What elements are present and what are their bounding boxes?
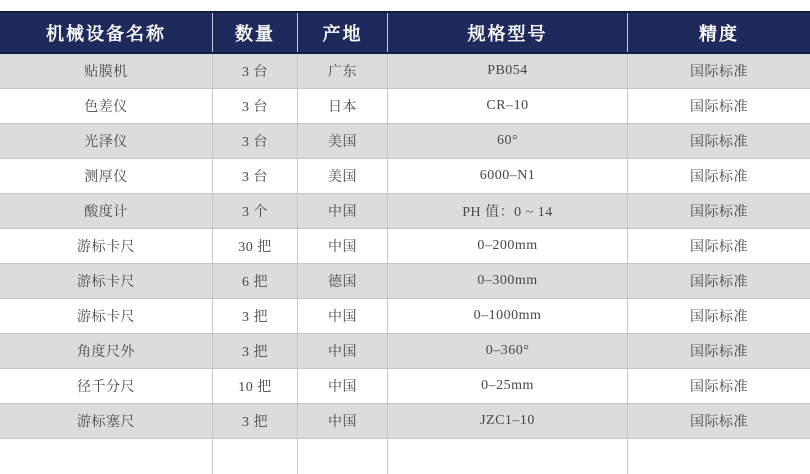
table-cell-spec: PB054 — [388, 54, 628, 88]
table-row — [0, 54, 810, 89]
table-cell-precision: 国际标准 — [690, 65, 748, 80]
table-cell-precision: 国际标准 — [690, 100, 748, 115]
table-body — [0, 54, 810, 439]
table-cell-name: 贴膜机 — [0, 54, 213, 88]
table-row — [0, 194, 810, 229]
table-cell-spec: 0–1000mm — [388, 299, 628, 333]
table-cell-name: 径千分尺 — [0, 369, 213, 403]
table-cell-origin: 美国 — [298, 159, 388, 193]
column-header-4: 精度 — [699, 23, 739, 44]
table-cell-quantity: 30 把 — [213, 229, 298, 263]
table-row — [0, 89, 810, 124]
table-row — [0, 334, 810, 369]
table-cell-spec: 0–300mm — [388, 264, 628, 298]
table-cell-quantity: 3 把 — [213, 334, 298, 368]
table-cell-origin: 中国 — [298, 194, 388, 228]
table-cell-name: 角度尺外 — [0, 334, 213, 368]
table-cell-quantity: 3 台 — [213, 124, 298, 158]
table-cell-empty — [388, 439, 628, 474]
table-cell-precision: 国际标准 — [690, 205, 748, 220]
table-cell-origin: 日本 — [298, 89, 388, 123]
table-cell-precision: 国际标准 — [690, 135, 748, 150]
table-row — [0, 159, 810, 194]
table-row — [0, 404, 810, 439]
table-cell-name: 游标卡尺 — [0, 264, 213, 298]
table-cell-name: 游标卡尺 — [0, 229, 213, 263]
partial-row — [0, 439, 810, 474]
table-cell-empty — [628, 439, 810, 474]
table-cell-name: 游标塞尺 — [0, 404, 213, 438]
table-cell-name: 色差仪 — [0, 89, 213, 123]
table-cell-origin: 德国 — [298, 264, 388, 298]
column-header-3: 规格型号 — [388, 13, 628, 52]
table-cell-quantity: 3 把 — [213, 404, 298, 438]
table-cell-empty — [298, 439, 388, 474]
table-cell-precision: 国际标准 — [690, 380, 748, 395]
table-cell-origin: 中国 — [298, 369, 388, 403]
column-header-1: 数量 — [213, 13, 298, 52]
table-cell-name: 测厚仪 — [0, 159, 213, 193]
table-cell-quantity: 3 台 — [213, 89, 298, 123]
table-cell-spec: CR–10 — [388, 89, 628, 123]
table-cell-quantity: 3 个 — [213, 194, 298, 228]
table-cell-empty — [213, 439, 298, 474]
table-cell-name: 光泽仪 — [0, 124, 213, 158]
table-row — [0, 264, 810, 299]
table-cell-origin: 中国 — [298, 334, 388, 368]
table-cell-name: 酸度计 — [0, 194, 213, 228]
table-header-row — [0, 11, 810, 54]
table-cell-precision: 国际标准 — [690, 415, 748, 430]
table-cell-spec: 6000–N1 — [388, 159, 628, 193]
column-header-0: 机械设备名称 — [0, 13, 213, 52]
table-cell-origin: 广东 — [298, 54, 388, 88]
table-cell-precision: 国际标准 — [690, 310, 748, 325]
table-cell-quantity: 10 把 — [213, 369, 298, 403]
table-cell-origin: 中国 — [298, 229, 388, 263]
table-cell-name: 游标卡尺 — [0, 299, 213, 333]
table-cell-precision: 国际标准 — [690, 240, 748, 255]
table-cell-quantity: 3 把 — [213, 299, 298, 333]
table-cell-empty — [0, 439, 213, 474]
table-cell-spec: PH 值：0 ~ 14 — [388, 194, 628, 228]
table-cell-spec: 0–360° — [388, 334, 628, 368]
column-header-2: 产地 — [298, 13, 388, 52]
table-cell-origin: 中国 — [298, 404, 388, 438]
table-cell-spec: 0–25mm — [388, 369, 628, 403]
table-cell-quantity: 6 把 — [213, 264, 298, 298]
table-cell-quantity: 3 台 — [213, 159, 298, 193]
table-cell-origin: 美国 — [298, 124, 388, 158]
table-cell-precision: 国际标准 — [690, 345, 748, 360]
table-row — [0, 369, 810, 404]
table-cell-spec: JZC1–10 — [388, 404, 628, 438]
table-cell-precision: 国际标准 — [690, 275, 748, 290]
table-cell-quantity: 3 台 — [213, 54, 298, 88]
table-row — [0, 124, 810, 159]
table-cell-spec: 60° — [388, 124, 628, 158]
table-cell-precision: 国际标准 — [690, 170, 748, 185]
table-row — [0, 299, 810, 334]
table-row — [0, 229, 810, 264]
table-cell-origin: 中国 — [298, 299, 388, 333]
table-cell-spec: 0–200mm — [388, 229, 628, 263]
